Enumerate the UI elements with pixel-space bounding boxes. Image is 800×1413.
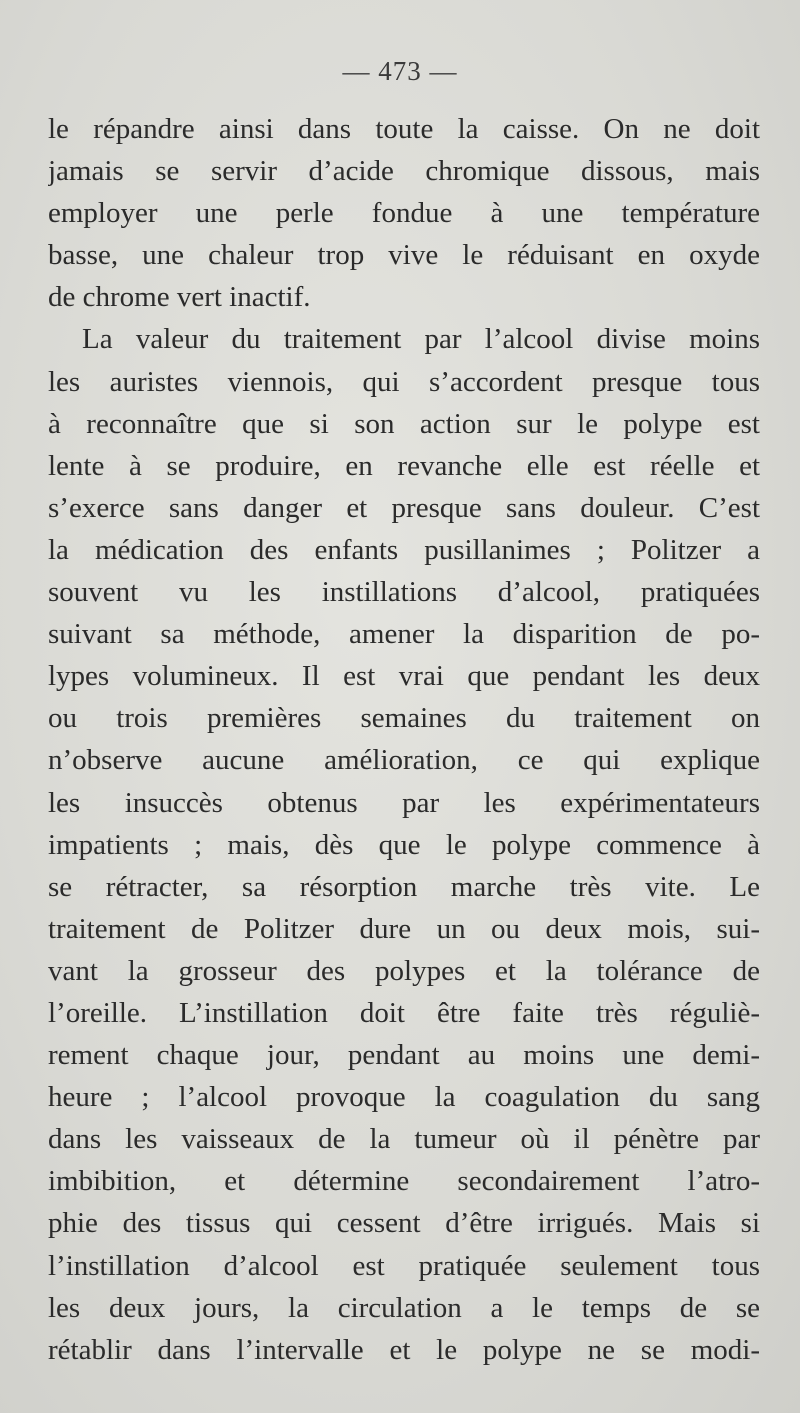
text-line: les deux jours, la circulation a le temps de se xyxy=(48,1291,760,1324)
text-line: impatients ; mais, dès que le polype commence à xyxy=(48,828,760,861)
text-line: employer une perle fondue à une température xyxy=(48,197,760,230)
text-line: jamais se servir d’acide chromique dissous, mais xyxy=(48,155,760,188)
text-line: rement chaque jour, pendant au moins une demi- xyxy=(48,1039,760,1072)
page-number: — 473 — xyxy=(342,56,458,86)
text-line: dans les vaisseaux de la tumeur où il pénètre par xyxy=(48,1123,760,1156)
text-line: rétablir dans l’intervalle et le polype ne se modi- xyxy=(48,1333,760,1366)
text-line: souvent vu les instillations d’alcool, pratiquées xyxy=(48,576,760,609)
text-line: vant la grosseur des polypes et la tolérance de xyxy=(48,954,760,987)
text-line: l’instillation d’alcool est pratiquée seulement tous xyxy=(48,1249,760,1282)
text-line: suivant sa méthode, amener la disparition de po- xyxy=(48,618,760,651)
text-line: s’exerce sans danger et presque sans douleur. C’est xyxy=(48,491,760,524)
paragraph-end-line: de chrome vert inactif. xyxy=(48,281,311,314)
text-line: n’observe aucune amélioration, ce qui explique xyxy=(48,744,760,777)
text-line: lypes volumineux. Il est vrai que pendant les deux xyxy=(48,660,760,693)
text-line: les insuccès obtenus par les expérimentateurs xyxy=(48,786,760,819)
body-text xyxy=(48,108,760,1371)
text-line: l’oreille. L’instillation doit être faite très réguliè- xyxy=(48,996,760,1029)
text-line: heure ; l’alcool provoque la coagulation du sang xyxy=(48,1081,760,1114)
text-line: la médication des enfants pusillanimes ; Politzer a xyxy=(48,533,760,566)
text-line: lente à se produire, en revanche elle est réelle et xyxy=(48,449,760,482)
paragraph-start-line: La valeur du traitement par l’alcool divise moins xyxy=(82,323,760,356)
text-line: le répandre ainsi dans toute la caisse. On ne doit xyxy=(48,113,760,145)
text-line: les auristes viennois, qui s’accordent presque tous xyxy=(48,365,760,398)
text-line: traitement de Politzer dure un ou deux mois, sui- xyxy=(48,912,760,945)
text-line: basse, une chaleur trop vive le réduisant en oxyde xyxy=(48,239,760,272)
text-line: ou trois premières semaines du traitement on xyxy=(48,702,760,735)
text-line: phie des tissus qui cessent d’être irrigués. Mais si xyxy=(48,1207,760,1240)
text-line: imbibition, et détermine secondairement l’atro- xyxy=(48,1165,760,1198)
text-line: se rétracter, sa résorption marche très vite. Le xyxy=(48,870,760,903)
text-line: à reconnaître que si son action sur le polype est xyxy=(48,407,760,440)
